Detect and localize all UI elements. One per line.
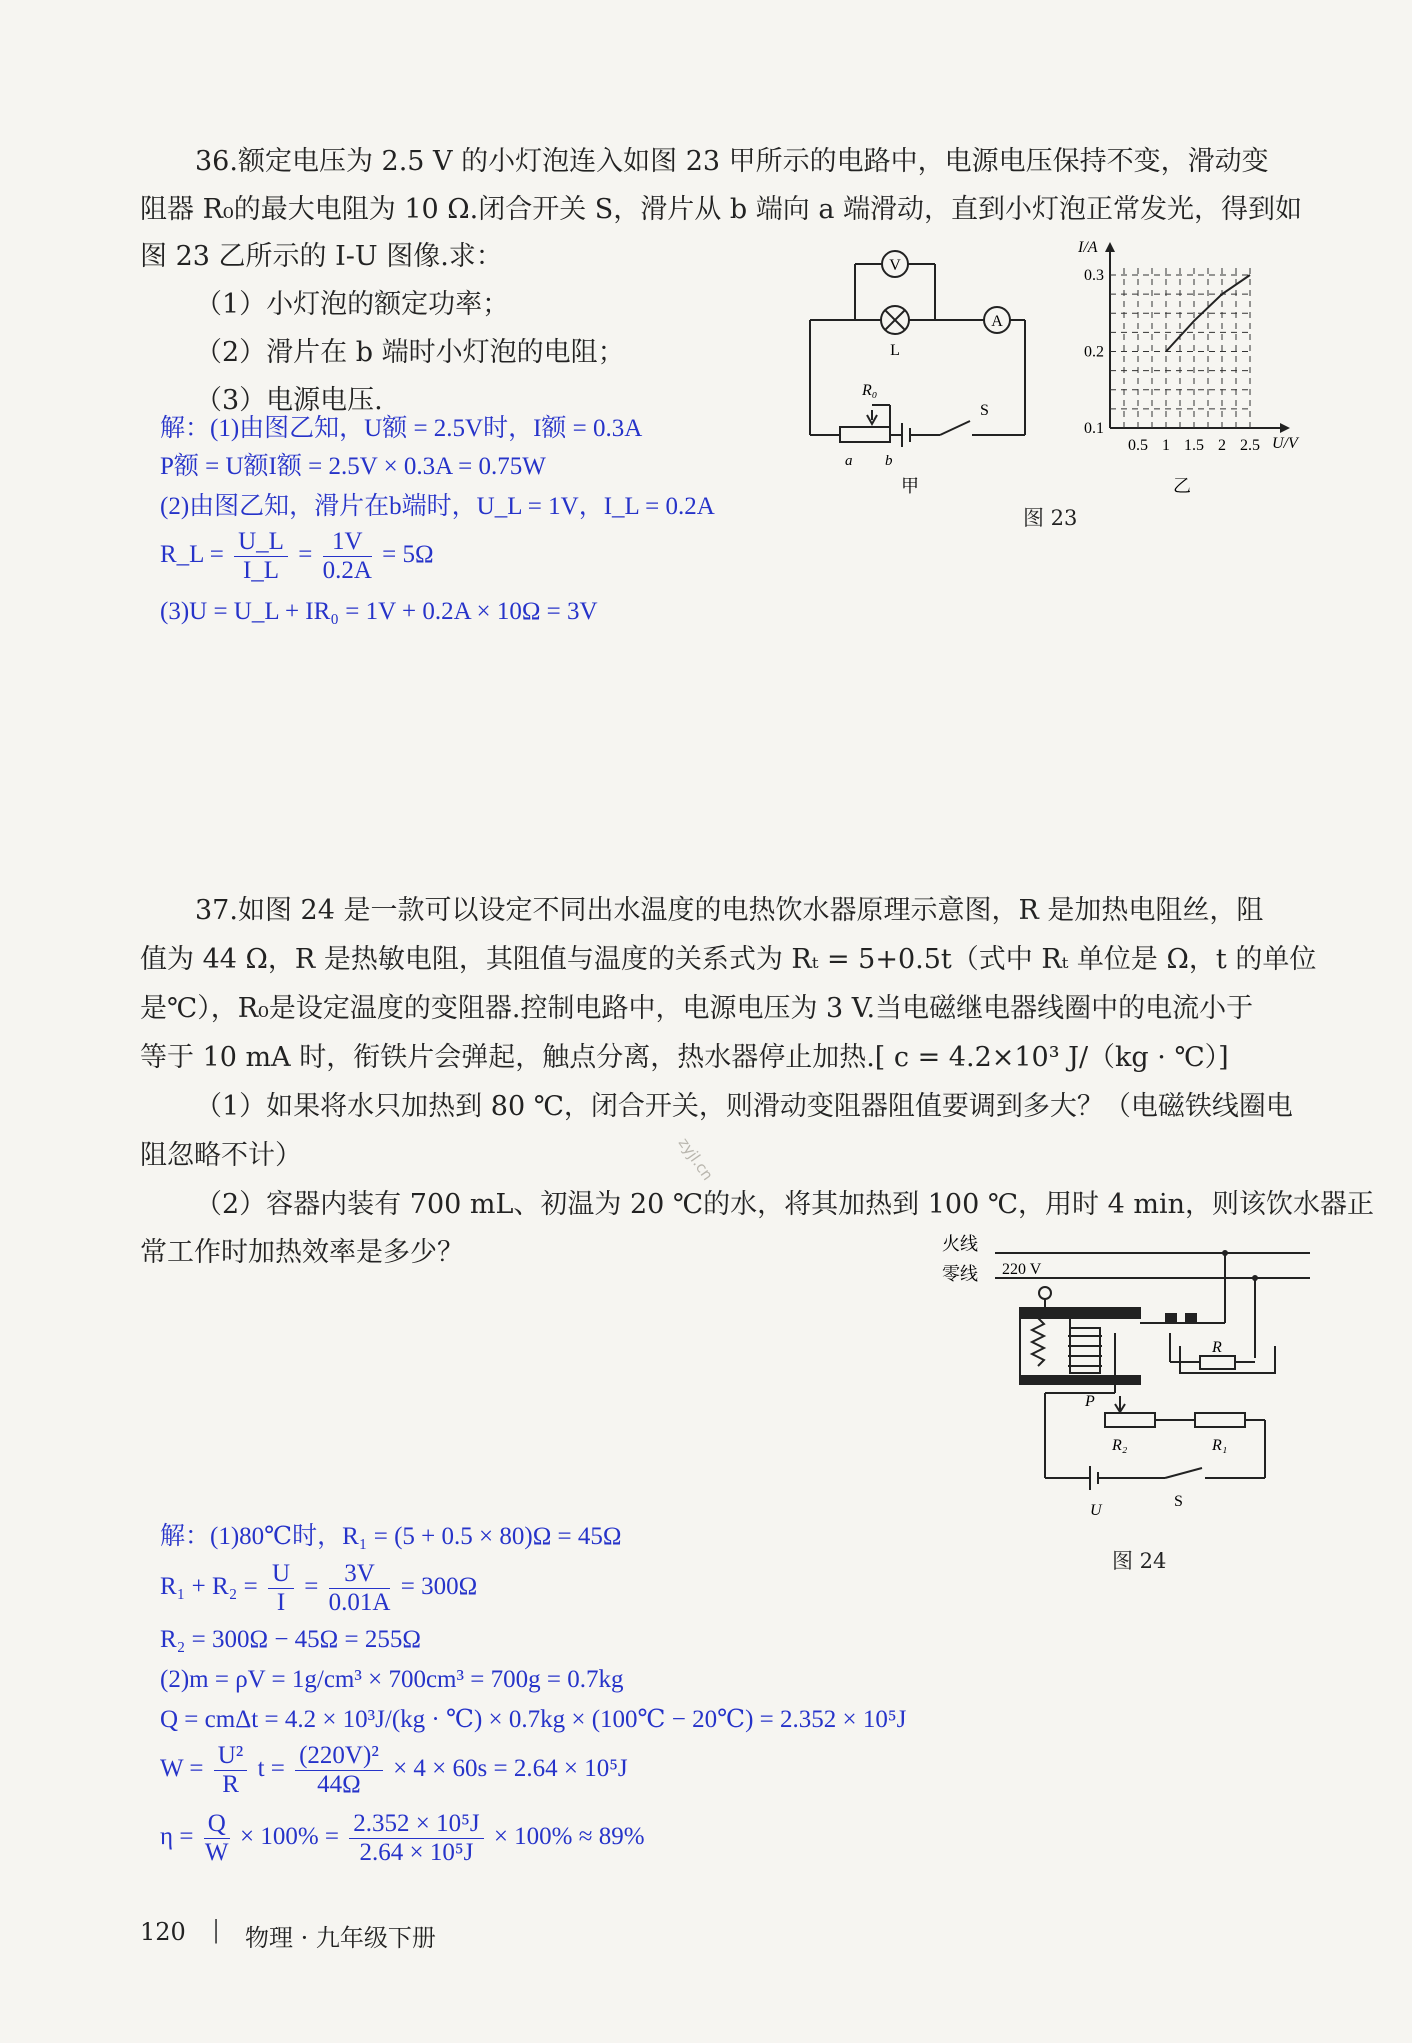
x-tick-label: 2.5 (1240, 437, 1260, 454)
q36-line2: 阻器 R₀的最大电阻为 10 Ω.闭合开关 S，滑片从 b 端向 a 端滑动，直到小灯泡正常发光，得到如 (140, 194, 1303, 225)
x-tick-label: 0.5 (1128, 437, 1148, 454)
rheostat-label: R₀ (862, 382, 878, 399)
rhs: = 300Ω (400, 1573, 478, 1601)
book-title: 物理 · 九年级下册 (245, 1924, 436, 1952)
end-b-label: b (885, 453, 893, 469)
footer-separator: | (212, 1916, 221, 1944)
x-axis-arrow (1280, 423, 1290, 433)
numerator: (220V)² (295, 1742, 383, 1771)
y-axis-arrow (1105, 242, 1115, 252)
numerator: U² (214, 1742, 248, 1771)
ans36-line3: (2)由图乙知，滑片在b端时，U_L = 1V，I_L = 0.2A (160, 493, 715, 520)
fig23-circuit (800, 235, 1040, 500)
q36-line1: 36.额定电压为 2.5 V 的小灯泡连入如图 23 甲所示的电路中，电源电压保持不变，滑动变 (195, 146, 1269, 177)
q37-sub1b: 阻忽略不计） (140, 1140, 302, 1171)
lhs: R₁ + R₂ = (160, 1573, 258, 1601)
live-wire-label: 火线 (942, 1234, 978, 1254)
source-u-label: U (1090, 1502, 1102, 1519)
lamp-label: L (890, 342, 900, 359)
x-tick-label: 1 (1162, 437, 1170, 454)
rhs: × 100% ≈ 89% (493, 1823, 645, 1851)
fraction (214, 1742, 248, 1799)
ans37-line2 (160, 1560, 477, 1617)
fig23-iu-graph (1060, 230, 1320, 500)
voltmeter-label: V (889, 257, 901, 274)
denominator: I_L (242, 557, 280, 584)
y-tick-label: 0.3 (1084, 267, 1104, 284)
switch-s-label: S (1174, 1493, 1183, 1510)
ammeter-label: A (991, 313, 1003, 330)
lhs: η = (160, 1823, 194, 1851)
ans37-line5: Q = cmΔt = 4.2 × 10³J/(kg · ℃) × 0.7kg × (100℃ − 20℃) = 2.352 × 10⁵J (160, 1706, 907, 1733)
voltage-label: 220 V (1002, 1261, 1042, 1278)
denominator: I (276, 1589, 286, 1616)
fraction (329, 1560, 391, 1617)
denominator: 44Ω (317, 1771, 361, 1798)
q37-sub2b: 常工作时加热效率是多少？ (140, 1237, 464, 1268)
x-tick-label: 1.5 (1184, 437, 1204, 454)
heater-r-label: R (1212, 1339, 1222, 1356)
q36-sub1: （1）小灯泡的额定功率； (195, 289, 510, 320)
q37-sub1a: （1）如果将水只加热到 80 ℃，闭合开关，则滑动变阻器阻值要调到多大？（电磁铁线圈电 (195, 1091, 1293, 1122)
ans36-line4 (160, 528, 434, 585)
r2-label: R₂ (1112, 1437, 1128, 1454)
switch-label: S (980, 402, 989, 419)
q37-line2: 值为 44 Ω，R 是热敏电阻，其阻值与温度的关系式为 Rₜ = 5+0.5t（式中 Rₜ 单位是 Ω，t 的单位 (140, 944, 1317, 975)
x-tick-label: 2 (1218, 437, 1226, 454)
fraction (349, 1810, 483, 1867)
numerator: U (268, 1560, 294, 1589)
r1-label: R₁ (1212, 1437, 1228, 1454)
fraction (295, 1742, 383, 1799)
mid: t = (257, 1755, 285, 1783)
lhs: W = (160, 1755, 204, 1783)
q37-sub2a: （2）容器内装有 700 mL、初温为 20 ℃的水，将其加热到 100 ℃，用时 4 min，则该饮水器正 (195, 1189, 1375, 1220)
y-axis-label: I/A (1078, 239, 1098, 256)
numerator: U_L (234, 528, 288, 557)
fig24-caption: 图 24 (1112, 1549, 1167, 1573)
end-a-label: a (845, 453, 853, 469)
numerator: 3V (329, 1560, 391, 1589)
denominator: R (222, 1771, 239, 1798)
fig24-circuit (940, 1228, 1320, 1538)
q36-sub3: （3）电源电压. (195, 385, 383, 416)
fraction (234, 528, 288, 585)
fraction (268, 1560, 294, 1617)
q37-line4: 等于 10 mA 时，衔铁片会弹起，触点分离，热水器停止加热.[ c = 4.2×10³ J/（kg · ℃）] (140, 1042, 1229, 1073)
ans36-line5: (3)U = U_L + IR₀ = 1V + 0.2A × 10Ω = 3V (160, 598, 598, 625)
numerator: Q (204, 1810, 230, 1839)
rhs: = 5Ω (382, 541, 434, 569)
q36-sub2: （2）滑片在 b 端时小灯泡的电阻； (195, 337, 625, 368)
slider-p-label: P (1085, 1393, 1095, 1410)
equals: = (298, 541, 313, 569)
ans37-line4: (2)m = ρV = 1g/cm³ × 700cm³ = 700g = 0.7kg (160, 1666, 624, 1693)
neutral-wire-label: 零线 (942, 1264, 978, 1284)
y-tick-label: 0.2 (1084, 343, 1104, 361)
fig23-caption: 图 23 (1023, 506, 1078, 530)
ans36-line1: 解：(1)由图乙知，U额 = 2.5V时，I额 = 0.3A (160, 415, 643, 442)
numerator: 2.352 × 10⁵J (349, 1810, 483, 1839)
circuit-caption: 甲 (901, 476, 919, 496)
rhs: × 4 × 60s = 2.64 × 10⁵J (393, 1755, 628, 1783)
q37-line3: 是℃），R₀是设定温度的变阻器.控制电路中，电源电压为 3 V.当电磁继电器线圈中的电流小于 (140, 993, 1254, 1024)
q37-line1: 37.如图 24 是一款可以设定不同出水温度的电热饮水器原理示意图，R 是加热电阻丝，阻 (195, 895, 1264, 926)
ans37-line1: 解：(1)80℃时，R₁ = (5 + 0.5 × 80)Ω = 45Ω (160, 1523, 622, 1550)
ans37-line3: R₂ = 300Ω − 45Ω = 255Ω (160, 1626, 421, 1653)
numerator: 1V (323, 528, 372, 557)
fraction (323, 528, 372, 585)
lhs: R_L = (160, 541, 224, 569)
fraction (204, 1810, 230, 1867)
mid: × 100% = (240, 1823, 340, 1851)
denominator: 0.01A (328, 1589, 391, 1616)
ans36-line2: P额 = U额I额 = 2.5V × 0.3A = 0.75W (160, 453, 546, 480)
denominator: W (204, 1839, 229, 1866)
denominator: 2.64 × 10⁵J (359, 1839, 474, 1866)
denominator: 0.2A (322, 557, 372, 584)
y-tick-label: 0.1 (1084, 420, 1104, 437)
graph-caption: 乙 (1173, 476, 1191, 496)
watermark: zyjl.cn (674, 1134, 717, 1184)
ans37-line7 (160, 1810, 645, 1867)
q36-line3: 图 23 乙所示的 I-U 图像.求： (140, 241, 503, 272)
equals: = (304, 1573, 319, 1601)
page-number: 120 (140, 1918, 186, 1946)
ans37-line6 (160, 1742, 628, 1799)
x-axis-label: U/V (1272, 435, 1298, 452)
